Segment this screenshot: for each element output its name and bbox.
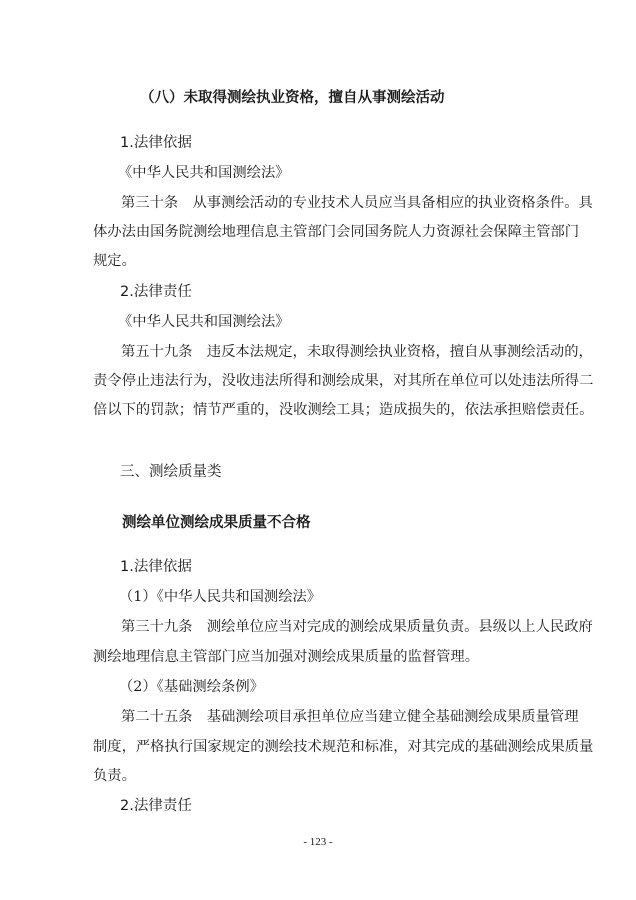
s8-basis-heading: 1.法律依据 [120,135,192,151]
page-number: - 123 - [303,836,333,848]
q-liability-heading: 2.法律责任 [120,798,192,814]
s8-liability-article-line-3: 倍以下的罚款；情节严重的，没收测绘工具；造成损失的，依法承担赔偿责任。 [93,402,594,418]
s8-basis-article-line-2: 体办法由国务院测绘地理信息主管部门会同国务院人力资源社会保障主管部门 [93,224,580,240]
q-law-1-article-line-2: 测绘地理信息主管部门应当加强对测绘成果质量的监督管理。 [93,649,480,665]
part-3-title: 三、测绘质量类 [120,464,222,480]
section-8-title: （八）未取得测绘执业资格，擅自从事测绘活动 [140,90,445,106]
s8-liability-heading: 2.法律责任 [120,284,192,300]
s8-liability-article-line-2: 责令停止违法行为，没收违法所得和测绘成果，对其所在单位可以处违法所得二 [93,373,594,389]
s8-basis-law: 《中华人民共和国测绘法》 [118,165,290,181]
s8-basis-article-line-3: 规定。 [93,253,136,269]
quality-subtitle: 测绘单位测绘成果质量不合格 [122,515,311,531]
q-law-2-article-line-1: 第二十五条 基础测绘项目承担单位应当建立健全基础测绘成果质量管理 [121,709,579,725]
s8-basis-article-line-1: 第三十条 从事测绘活动的专业技术人员应当具备相应的执业资格条件。具 [121,195,593,211]
s8-liability-law: 《中华人民共和国测绘法》 [118,314,290,330]
q-law-2-article-line-2: 制度，严格执行国家规定的测绘技术规范和标准，对其完成的基础测绘成果质量 [93,739,594,755]
q-law-1: （1）《中华人民共和国测绘法》 [119,589,322,605]
q-basis-heading: 1.法律依据 [120,559,192,575]
s8-liability-article-line-1: 第五十九条 违反本法规定，未取得测绘执业资格，擅自从事测绘活动的， [121,344,593,360]
q-law-2-article-line-3: 负责。 [93,768,136,784]
q-law-1-article-line-1: 第三十九条 测绘单位应当对完成的测绘成果质量负责。县级以上人民政府 [121,619,593,635]
q-law-2: （2）《基础测绘条例》 [119,679,264,695]
